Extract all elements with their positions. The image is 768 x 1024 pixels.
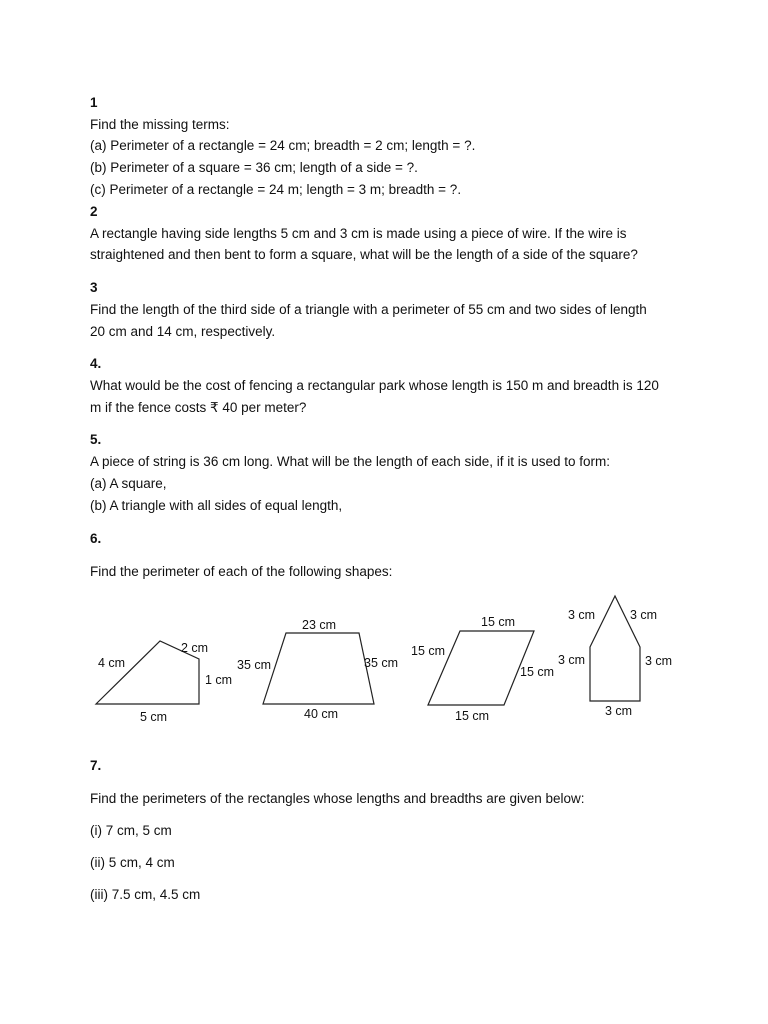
shape-4-left-label: 3 cm [558, 653, 586, 667]
question-5-number: 5. [90, 432, 102, 447]
question-4-number: 4. [90, 356, 102, 371]
question-7-part-i: (i) 7 cm, 5 cm [90, 823, 172, 838]
question-1-part-a: (a) Perimeter of a rectangle = 24 cm; breadth = 2 cm; length = ?. [90, 138, 476, 153]
shape-2-bottom-label: 40 cm [304, 707, 339, 721]
shape-1-bottom-label: 5 cm [140, 710, 168, 724]
shape-3-bottom-label: 15 cm [455, 709, 490, 723]
question-1-part-b: (b) Perimeter of a square = 36 cm; length of a side = ?. [90, 160, 418, 175]
shape-4-pentagon [558, 596, 672, 718]
question-1-intro: Find the missing terms: [90, 117, 230, 132]
shape-4-right-label: 3 cm [645, 654, 673, 668]
shape-4-roof-right-label: 3 cm [630, 608, 658, 622]
question-5-part-b: (b) A triangle with all sides of equal length, [90, 498, 343, 513]
question-4-line-2: m if the fence costs ₹ 40 per meter? [90, 400, 307, 415]
shape-4-bottom-label: 3 cm [605, 704, 633, 718]
shape-3-parallelogram [411, 615, 554, 723]
shape-2-right-label: 35 cm [364, 656, 399, 670]
shape-4-roof-left-label: 3 cm [568, 608, 596, 622]
shape-2-left-label: 35 cm [237, 658, 272, 672]
question-7-part-ii: (ii) 5 cm, 4 cm [90, 855, 175, 870]
shape-1-quadrilateral [96, 641, 232, 724]
question-7-part-iii: (iii) 7.5 cm, 4.5 cm [90, 887, 201, 902]
shape-3-outline [428, 631, 534, 705]
perimeter-shapes-figure [0, 590, 768, 740]
question-3-line-2: 20 cm and 14 cm, respectively. [90, 324, 276, 339]
shape-3-right-label: 15 cm [520, 665, 555, 679]
question-3-number: 3 [90, 280, 98, 295]
question-6-number: 6. [90, 531, 102, 546]
question-1-part-c: (c) Perimeter of a rectangle = 24 m; length = 3 m; breadth = ?. [90, 182, 462, 197]
shape-2-trapezium [237, 618, 398, 721]
shape-1-top-label: 2 cm [181, 641, 209, 655]
shape-1-right-label: 1 cm [205, 673, 233, 687]
question-7-text: Find the perimeters of the rectangles whose lengths and breadths are given below: [90, 791, 585, 806]
question-4-line-1: What would be the cost of fencing a rectangular park whose length is 150 m and breadth is 120 [90, 378, 659, 393]
question-7-number: 7. [90, 758, 102, 773]
question-5-part-a: (a) A square, [90, 476, 167, 491]
question-2-number: 2 [90, 204, 98, 219]
shape-3-top-label: 15 cm [481, 615, 516, 629]
shape-3-left-label: 15 cm [411, 644, 446, 658]
shape-2-top-label: 23 cm [302, 618, 337, 632]
shape-2-outline [263, 633, 374, 704]
question-6-text: Find the perimeter of each of the following shapes: [90, 564, 393, 579]
question-3-line-1: Find the length of the third side of a triangle with a perimeter of 55 cm and two sides of length [90, 302, 647, 317]
question-1-number: 1 [90, 95, 98, 110]
question-5-line-1: A piece of string is 36 cm long. What will be the length of each side, if it is used to form: [90, 454, 611, 469]
question-2-line-2: straightened and then bent to form a square, what will be the length of a side of the square? [90, 247, 638, 262]
question-2-line-1: A rectangle having side lengths 5 cm and 3 cm is made using a piece of wire. If the wire is [90, 226, 627, 241]
shape-1-left-label: 4 cm [98, 656, 126, 670]
